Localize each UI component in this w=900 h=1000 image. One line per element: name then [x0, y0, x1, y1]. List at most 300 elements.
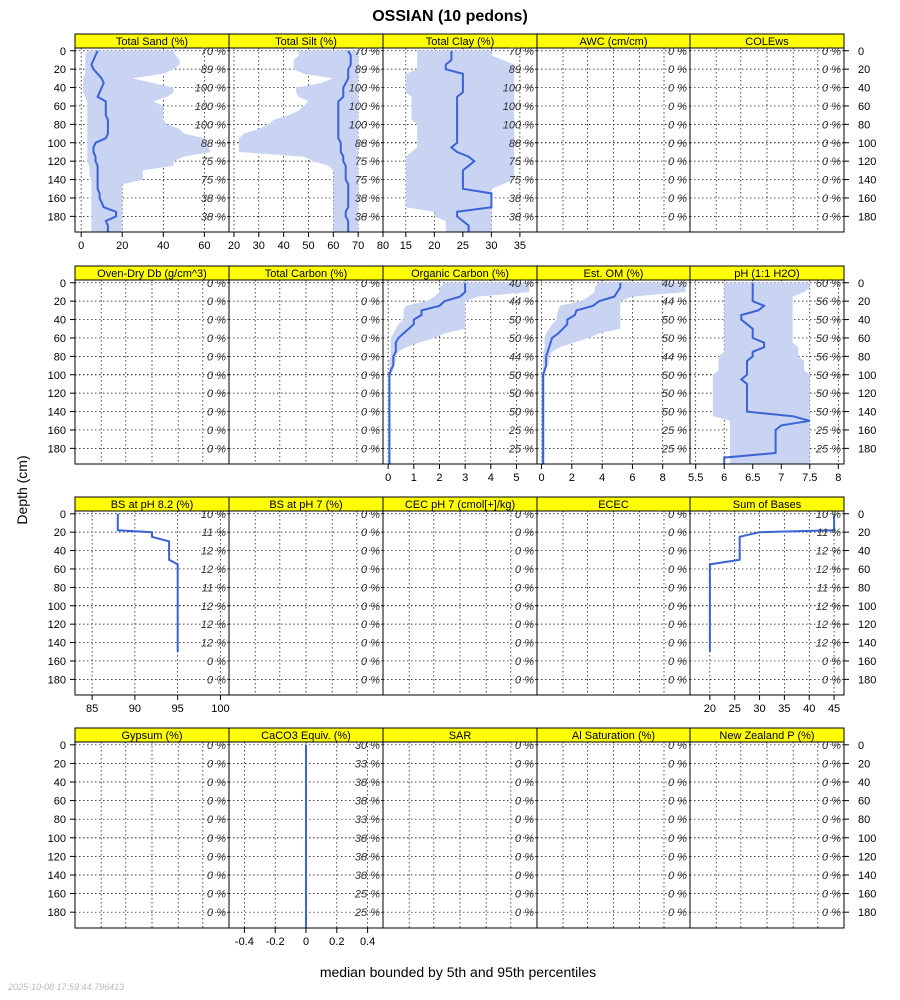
panel-title: Total Clay (%)	[425, 36, 495, 48]
y-tick-label-left: 60	[53, 795, 66, 808]
panel-title: Gypsum (%)	[121, 730, 183, 742]
panel-title: Sum of Bases	[732, 499, 802, 511]
pct-label: 0 %	[822, 100, 841, 113]
y-tick-label-right: 140	[858, 637, 877, 650]
x-tick-label: 20	[428, 240, 441, 252]
panel-grid	[48, 34, 877, 948]
pct-label: 0 %	[668, 674, 687, 687]
pct-label: 89 %	[508, 64, 534, 77]
pct-label: 0 %	[822, 192, 841, 205]
pct-label: 0 %	[361, 351, 380, 364]
pct-label: 0 %	[822, 174, 841, 187]
x-tick-label: 50	[302, 240, 315, 252]
pct-label: 0 %	[668, 192, 687, 205]
pct-label: 0 %	[668, 64, 687, 77]
y-tick-label-right: 0	[858, 45, 865, 58]
pct-label: 12 %	[815, 637, 841, 650]
pct-label: 0 %	[822, 832, 841, 845]
y-tick-label-left: 120	[47, 851, 66, 864]
pct-label: 70 %	[508, 45, 534, 58]
pct-label: 0 %	[207, 388, 226, 401]
pct-label: 38 %	[354, 869, 380, 882]
y-tick-label-right: 180	[858, 907, 877, 920]
pct-label: 10 %	[200, 508, 226, 521]
pct-label: 50 %	[508, 369, 534, 382]
pct-label: 0 %	[361, 332, 380, 345]
pct-label: 25 %	[354, 907, 380, 920]
x-tick-label: 0.2	[329, 936, 345, 948]
chart-title: OSSIAN (10 pedons)	[372, 8, 528, 25]
panel-14	[537, 497, 690, 695]
y-tick-label-left: 180	[47, 211, 66, 224]
pct-label: 0 %	[822, 119, 841, 132]
panel-16	[75, 728, 229, 928]
x-tick-label: 5	[513, 472, 520, 484]
panel-20	[690, 728, 844, 928]
y-tick-label-right: 120	[858, 619, 877, 632]
pct-label: 0 %	[668, 888, 687, 901]
y-tick-label-left: 180	[47, 674, 66, 687]
x-tick-label: 35	[778, 703, 791, 715]
median-line	[118, 514, 178, 652]
y-tick-label-left: 140	[47, 406, 66, 419]
pct-label: 100 %	[502, 82, 534, 95]
pct-label: 100 %	[194, 119, 226, 132]
panel-title: AWC (cm/cm)	[579, 36, 648, 48]
panel-data	[239, 51, 358, 235]
pct-label: 0 %	[515, 563, 534, 576]
y-tick-label-right: 80	[858, 351, 871, 364]
y-tick-label-right: 80	[858, 582, 871, 595]
panel-title: Total Sand (%)	[115, 36, 189, 48]
y-tick-label-left: 20	[53, 758, 66, 771]
pct-label: 75 %	[508, 174, 534, 187]
pct-label: 0 %	[515, 655, 534, 668]
y-tick-label-left: 160	[47, 655, 66, 668]
pct-label: 0 %	[361, 655, 380, 668]
panel-title: SAR	[448, 730, 472, 742]
pct-label: 50 %	[508, 332, 534, 345]
x-tick-label: 35	[513, 240, 527, 252]
pct-label: 0 %	[207, 424, 226, 437]
y-tick-label-right: 160	[858, 888, 877, 901]
pct-label: 44 %	[508, 351, 534, 364]
pct-label: 0 %	[207, 277, 226, 290]
y-tick-label-left: 40	[53, 545, 66, 558]
pct-label: 75 %	[354, 156, 380, 169]
pct-label: 0 %	[361, 674, 380, 687]
y-tick-label-right: 180	[858, 674, 877, 687]
y-tick-label-left: 80	[53, 814, 66, 827]
panel-6	[75, 266, 229, 464]
pct-label: 0 %	[515, 582, 534, 595]
pct-label: 100 %	[194, 100, 226, 113]
pct-label: 0 %	[668, 45, 687, 58]
panel-title: Al Saturation (%)	[571, 730, 656, 742]
pct-label: 38 %	[508, 192, 534, 205]
y-tick-label-right: 60	[858, 563, 871, 576]
y-tick-label-right: 100	[858, 137, 877, 150]
x-tick-label: 8	[835, 472, 842, 484]
x-tick-label: 30	[753, 703, 766, 715]
pct-label: 33 %	[354, 814, 380, 827]
pct-label: 40 %	[661, 277, 687, 290]
pct-label: 0 %	[668, 100, 687, 113]
y-tick-label-right: 180	[858, 443, 877, 456]
y-tick-label-right: 20	[858, 758, 871, 771]
x-tick-label: -0.2	[265, 936, 285, 948]
pct-label: 12 %	[815, 619, 841, 632]
pct-label: 0 %	[822, 795, 841, 808]
panel-8	[383, 266, 537, 484]
pct-label: 0 %	[822, 907, 841, 920]
y-tick-label-right: 120	[858, 388, 877, 401]
x-tick-label: 0.4	[359, 936, 376, 948]
pct-label: 50 %	[815, 369, 841, 382]
pct-label: 75 %	[200, 156, 226, 169]
pct-label: 0 %	[207, 888, 226, 901]
pct-label: 0 %	[207, 443, 226, 456]
pct-label: 0 %	[668, 851, 687, 864]
pct-label: 89 %	[200, 64, 226, 77]
y-tick-label-right: 0	[858, 508, 865, 521]
panel-7	[229, 266, 383, 464]
percentile-band	[406, 51, 514, 235]
y-tick-label-right: 180	[858, 211, 877, 224]
panel-data	[118, 514, 178, 652]
pct-label: 38 %	[354, 851, 380, 864]
x-tick-label: 20	[703, 703, 716, 715]
x-tick-label: 4	[599, 472, 606, 484]
pct-label: 12 %	[815, 563, 841, 576]
pct-label: 0 %	[668, 814, 687, 827]
pct-label: 0 %	[207, 369, 226, 382]
pct-label: 0 %	[515, 851, 534, 864]
pct-label: 0 %	[207, 332, 226, 345]
y-tick-label-left: 80	[53, 582, 66, 595]
x-tick-label: 15	[399, 240, 412, 252]
panel-12	[229, 497, 383, 695]
y-tick-label-right: 60	[858, 100, 871, 113]
pct-label: 11 %	[201, 582, 226, 595]
panel-title: COLEws	[745, 36, 789, 48]
y-tick-label-left: 140	[47, 637, 66, 650]
panel-2	[228, 34, 389, 252]
pct-label: 38 %	[354, 795, 380, 808]
y-axis-label: Depth (cm)	[14, 455, 30, 525]
pct-label: 0 %	[515, 600, 534, 613]
y-tick-label-right: 60	[858, 332, 871, 345]
y-tick-label-right: 60	[858, 795, 871, 808]
pct-label: 0 %	[361, 637, 380, 650]
pct-label: 0 %	[515, 776, 534, 789]
pct-label: 0 %	[207, 795, 226, 808]
x-tick-label: 20	[227, 240, 241, 252]
panel-18	[383, 728, 537, 928]
y-tick-label-left: 100	[47, 137, 66, 150]
panel-data	[406, 51, 514, 235]
pct-label: 30 %	[354, 739, 380, 752]
x-tick-label: 95	[171, 703, 184, 715]
pct-label: 0 %	[207, 758, 226, 771]
panel-11	[75, 497, 230, 715]
pct-label: 0 %	[515, 545, 534, 558]
pct-label: 12 %	[815, 600, 841, 613]
pct-label: 0 %	[515, 527, 534, 540]
x-tick-label: 25	[456, 240, 469, 252]
x-tick-label: 100	[211, 703, 230, 715]
pct-label: 0 %	[668, 758, 687, 771]
x-tick-label: -0.4	[234, 936, 254, 948]
pct-label: 0 %	[668, 119, 687, 132]
pct-label: 50 %	[508, 314, 534, 327]
y-tick-label-left: 60	[53, 100, 66, 113]
pct-label: 0 %	[668, 907, 687, 920]
pct-label: 50 %	[815, 406, 841, 419]
pct-label: 0 %	[515, 758, 534, 771]
x-tick-label: 60	[327, 240, 340, 252]
y-tick-label-right: 20	[858, 296, 871, 309]
pct-label: 0 %	[361, 369, 380, 382]
pct-label: 0 %	[822, 82, 841, 95]
pct-label: 38 %	[354, 832, 380, 845]
panel-title: Est. OM (%)	[583, 268, 644, 280]
y-tick-label-right: 40	[858, 82, 871, 95]
pct-label: 38 %	[200, 192, 226, 205]
y-tick-label-left: 0	[59, 277, 66, 290]
y-tick-label-left: 160	[47, 192, 66, 205]
panel-10	[688, 266, 844, 484]
x-tick-label: 6.5	[745, 472, 761, 484]
pct-label: 100 %	[348, 119, 380, 132]
x-tick-label: 3	[462, 472, 469, 484]
pct-label: 0 %	[207, 851, 226, 864]
pct-label: 38 %	[508, 211, 534, 224]
pct-label: 50 %	[508, 388, 534, 401]
y-tick-label-right: 80	[858, 814, 871, 827]
pct-label: 100 %	[348, 100, 380, 113]
pct-label: 0 %	[361, 600, 380, 613]
pct-label: 0 %	[668, 832, 687, 845]
pct-label: 0 %	[207, 832, 226, 845]
panel-9	[537, 266, 690, 484]
pct-label: 10 %	[815, 508, 841, 521]
x-tick-label: 80	[376, 240, 390, 252]
pct-label: 0 %	[668, 82, 687, 95]
pct-label: 0 %	[822, 851, 841, 864]
x-axis-label: median bounded by 5th and 95th percentiles	[319, 964, 597, 980]
pct-label: 0 %	[822, 674, 841, 687]
pct-label: 0 %	[822, 776, 841, 789]
y-tick-label-right: 0	[858, 277, 865, 290]
pct-label: 0 %	[207, 739, 226, 752]
y-tick-label-right: 40	[858, 776, 871, 789]
y-tick-label-left: 100	[47, 600, 66, 613]
pct-label: 0 %	[668, 869, 687, 882]
pct-label: 0 %	[515, 814, 534, 827]
pct-label: 25 %	[508, 443, 534, 456]
y-tick-label-left: 120	[47, 388, 66, 401]
pct-label: 0 %	[822, 814, 841, 827]
x-tick-label: 30	[485, 240, 498, 252]
pct-label: 0 %	[515, 888, 534, 901]
pct-label: 0 %	[207, 869, 226, 882]
pct-label: 0 %	[207, 655, 226, 668]
pct-label: 0 %	[668, 655, 687, 668]
pct-label: 0 %	[207, 351, 226, 364]
pct-label: 0 %	[515, 907, 534, 920]
y-tick-label-right: 160	[858, 424, 877, 437]
pct-label: 12 %	[200, 619, 226, 632]
pct-label: 50 %	[661, 332, 687, 345]
pct-label: 11 %	[816, 527, 841, 540]
pct-label: 50 %	[815, 332, 841, 345]
panel-3	[383, 34, 537, 252]
x-tick-label: 8	[659, 472, 666, 484]
pct-label: 0 %	[361, 582, 380, 595]
pct-label: 44 %	[508, 296, 534, 309]
pct-label: 100 %	[502, 119, 534, 132]
pct-label: 0 %	[207, 814, 226, 827]
pct-label: 0 %	[515, 637, 534, 650]
pct-label: 44 %	[661, 296, 687, 309]
pct-label: 0 %	[668, 619, 687, 632]
pct-label: 0 %	[361, 619, 380, 632]
x-tick-label: 90	[128, 703, 142, 715]
y-tick-label-right: 140	[858, 869, 877, 882]
pct-label: 0 %	[668, 137, 687, 150]
y-tick-label-right: 120	[858, 851, 877, 864]
y-tick-label-left: 180	[47, 907, 66, 920]
panel-title: BS at pH 8.2 (%)	[110, 499, 194, 511]
pct-label: 50 %	[661, 369, 687, 382]
x-tick-label: 2	[568, 472, 575, 484]
pct-label: 0 %	[668, 637, 687, 650]
x-tick-label: 45	[827, 703, 841, 715]
panel-5	[690, 34, 844, 232]
y-tick-label-left: 140	[47, 869, 66, 882]
panel-title: New Zealand P (%)	[719, 730, 815, 742]
pct-label: 0 %	[207, 907, 226, 920]
y-tick-label-left: 40	[53, 82, 66, 95]
panel-19	[537, 728, 690, 928]
y-tick-label-left: 0	[59, 45, 66, 58]
pct-label: 0 %	[515, 619, 534, 632]
pct-label: 70 %	[200, 45, 226, 58]
pct-label: 50 %	[508, 406, 534, 419]
panel-data	[713, 283, 810, 467]
pct-label: 0 %	[361, 406, 380, 419]
pct-label: 0 %	[822, 211, 841, 224]
x-tick-label: 1	[410, 472, 417, 484]
y-tick-label-left: 100	[47, 832, 66, 845]
pct-label: 12 %	[200, 600, 226, 613]
pct-label: 38 %	[354, 211, 380, 224]
panel-title: CEC pH 7 (cmol[+]/kg)	[404, 499, 516, 511]
panel-title: Total Silt (%)	[275, 36, 337, 48]
pct-label: 0 %	[361, 277, 380, 290]
y-tick-label-right: 100	[858, 600, 877, 613]
pct-label: 100 %	[502, 100, 534, 113]
panel-title: CaCO3 Equiv. (%)	[261, 730, 351, 742]
y-tick-label-right: 100	[858, 832, 877, 845]
pct-label: 75 %	[200, 174, 226, 187]
pct-label: 56 %	[815, 296, 841, 309]
pct-label: 0 %	[668, 582, 687, 595]
y-tick-label-left: 160	[47, 424, 66, 437]
pct-label: 50 %	[815, 314, 841, 327]
y-tick-label-right: 160	[858, 192, 877, 205]
x-tick-label: 0	[538, 472, 545, 484]
pct-label: 0 %	[515, 795, 534, 808]
y-tick-label-left: 60	[53, 332, 66, 345]
pct-label: 0 %	[822, 156, 841, 169]
pct-label: 100 %	[194, 82, 226, 95]
panel-title: ECEC	[598, 499, 629, 511]
y-tick-label-left: 0	[59, 739, 66, 752]
pct-label: 12 %	[200, 637, 226, 650]
pct-label: 38 %	[354, 192, 380, 205]
pct-label: 0 %	[668, 739, 687, 752]
percentile-band	[118, 514, 178, 652]
pct-label: 0 %	[668, 527, 687, 540]
x-tick-label: 40	[157, 240, 170, 252]
pct-label: 0 %	[361, 424, 380, 437]
pct-label: 50 %	[661, 388, 687, 401]
pct-label: 60 %	[815, 277, 841, 290]
pct-label: 25 %	[815, 443, 841, 456]
pct-label: 0 %	[668, 563, 687, 576]
pct-label: 89 %	[354, 64, 380, 77]
pct-label: 0 %	[822, 45, 841, 58]
x-tick-label: 25	[728, 703, 741, 715]
y-tick-label-left: 20	[53, 64, 66, 77]
panel-title: pH (1:1 H2O)	[734, 268, 800, 280]
pct-label: 12 %	[200, 545, 226, 558]
pct-label: 88 %	[200, 137, 226, 150]
y-tick-label-right: 20	[858, 527, 871, 540]
pct-label: 38 %	[200, 211, 226, 224]
y-tick-label-right: 20	[858, 64, 871, 77]
pct-label: 0 %	[361, 443, 380, 456]
pct-label: 0 %	[361, 527, 380, 540]
x-tick-label: 0	[78, 240, 85, 252]
y-tick-label-left: 160	[47, 888, 66, 901]
pct-label: 12 %	[815, 545, 841, 558]
pct-label: 56 %	[815, 351, 841, 364]
pct-label: 0 %	[361, 563, 380, 576]
panel-17	[229, 728, 383, 948]
x-tick-label: 4	[487, 472, 494, 484]
pct-label: 0 %	[207, 776, 226, 789]
pct-label: 0 %	[822, 655, 841, 668]
pct-label: 0 %	[515, 739, 534, 752]
pct-label: 0 %	[361, 296, 380, 309]
x-tick-label: 6	[721, 472, 728, 484]
pct-label: 50 %	[661, 314, 687, 327]
pct-label: 40 %	[508, 277, 534, 290]
x-tick-label: 70	[352, 240, 365, 252]
x-tick-label: 30	[252, 240, 265, 252]
panel-data	[83, 51, 210, 235]
pct-label: 88 %	[508, 137, 534, 150]
pct-label: 38 %	[354, 776, 380, 789]
pct-label: 11 %	[201, 527, 226, 540]
panel-title: BS at pH 7 (%)	[269, 499, 343, 511]
pct-label: 0 %	[515, 832, 534, 845]
panel-title: Oven-Dry Db (g/cm^3)	[97, 268, 207, 280]
pct-label: 0 %	[207, 296, 226, 309]
